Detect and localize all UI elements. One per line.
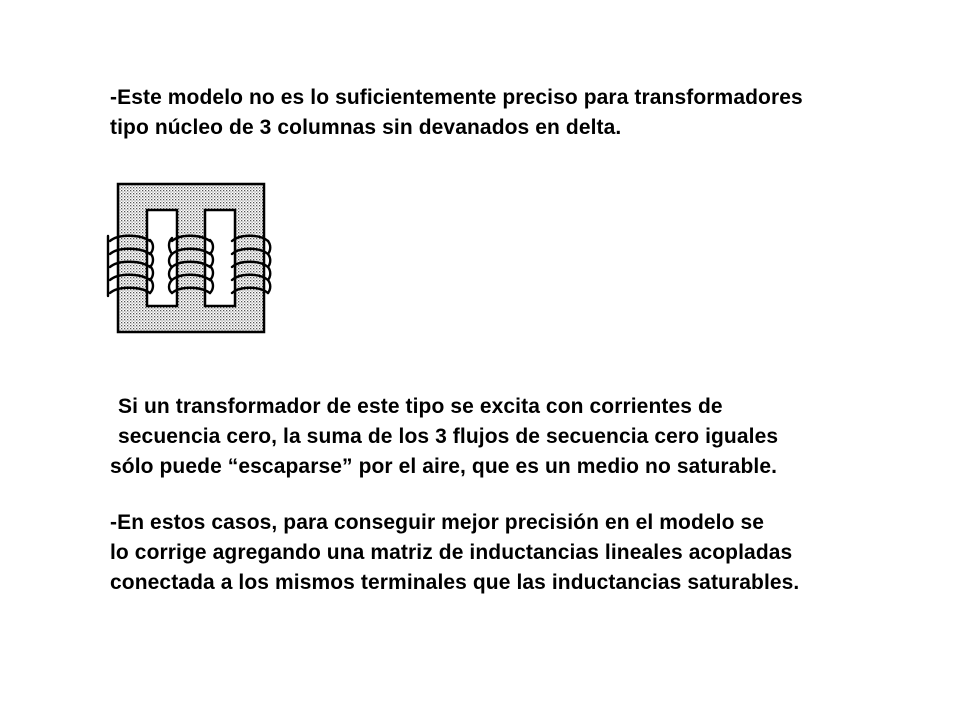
correction-line-3: conectada a los mismos terminales que las inductancias saturables. [110,571,800,594]
intro-line-1: -Este modelo no es lo suficientemente preciso para transformadores [110,86,803,109]
zero-sequence-paragraph [110,392,778,482]
three-limb-transformer-core-icon [100,178,272,338]
intro-line-2: tipo núcleo de 3 columnas sin devanados en delta. [110,116,622,139]
zero-sequence-line-1: Si un transformador de este tipo se excita con corrientes de [118,395,723,418]
intro-paragraph [110,83,803,143]
zero-sequence-line-3: sólo puede “escaparse” por el aire, que es un medio no saturable. [110,455,778,478]
correction-line-1: -En estos casos, para conseguir mejor precisión en el modelo se [110,511,765,534]
correction-line-2: lo corrige agregando una matriz de inductancias lineales acopladas [110,541,793,564]
correction-paragraph [110,508,799,598]
zero-sequence-line-2: secuencia cero, la suma de los 3 flujos de secuencia cero iguales [118,425,779,448]
